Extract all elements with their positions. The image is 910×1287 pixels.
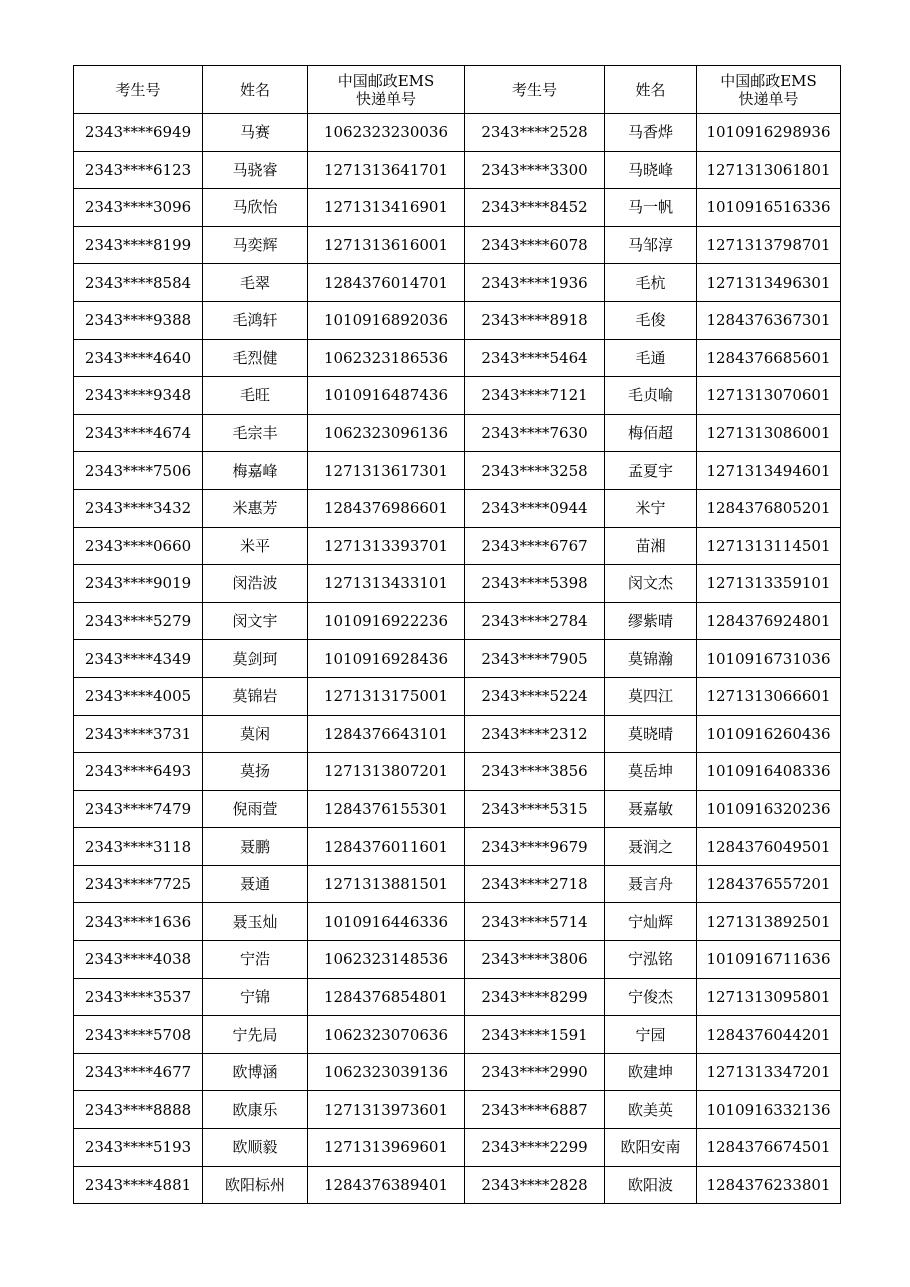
header-text-line: 考生号	[115, 80, 161, 99]
exam-id-cell: 2343****5279	[74, 602, 203, 640]
exam-id-cell: 2343****2990	[465, 1053, 605, 1091]
exam-id-cell: 2343****4005	[74, 677, 203, 715]
header-text-line: 快递单号	[355, 89, 416, 108]
student-name-cell: 宁泓铭	[605, 941, 697, 979]
exam-id-cell: 2343****0944	[465, 489, 605, 527]
ems-number-cell: 1010916928436	[308, 640, 465, 678]
exam-id-cell: 2343****5398	[465, 565, 605, 603]
header-text-line: 姓名	[635, 80, 666, 99]
table-row	[74, 489, 841, 527]
table-row	[74, 941, 841, 979]
exam-id-cell: 2343****0660	[74, 527, 203, 565]
student-name-cell: 马邹淳	[605, 226, 697, 264]
table-row	[74, 414, 841, 452]
exam-id-cell: 2343****4349	[74, 640, 203, 678]
table-row	[74, 226, 841, 264]
student-name-cell: 欧阳波	[605, 1166, 697, 1204]
student-name-cell: 欧顺毅	[203, 1129, 308, 1167]
ems-number-cell: 1062323230036	[308, 114, 465, 152]
exam-id-cell: 2343****7630	[465, 414, 605, 452]
ems-number-cell: 1284376044201	[697, 1016, 841, 1054]
student-name-cell: 宁浩	[203, 941, 308, 979]
student-name-cell: 莫四江	[605, 677, 697, 715]
exam-id-cell: 2343****7121	[465, 377, 605, 415]
ems-number-cell: 1271313347201	[697, 1053, 841, 1091]
student-name-cell: 马奕辉	[203, 226, 308, 264]
ems-number-cell: 1284376389401	[308, 1166, 465, 1204]
exam-id-cell: 2343****1591	[465, 1016, 605, 1054]
table-row	[74, 114, 841, 152]
ems-number-cell: 1010916516336	[697, 189, 841, 227]
header-name	[203, 66, 308, 114]
student-name-cell: 聂玉灿	[203, 903, 308, 941]
exam-id-cell: 2343****8584	[74, 264, 203, 302]
student-name-cell: 马欣怡	[203, 189, 308, 227]
student-name-cell: 马赛	[203, 114, 308, 152]
student-name-cell: 莫岳坤	[605, 753, 697, 791]
header-exam-id-2	[465, 66, 605, 114]
ems-number-cell: 1271313416901	[308, 189, 465, 227]
student-name-cell: 闵文杰	[605, 565, 697, 603]
exam-id-cell: 2343****4038	[74, 941, 203, 979]
student-name-cell: 缪紫晴	[605, 602, 697, 640]
table-row	[74, 753, 841, 791]
student-name-cell: 聂鹏	[203, 828, 308, 866]
exam-id-cell: 2343****9019	[74, 565, 203, 603]
exam-id-cell: 2343****3731	[74, 715, 203, 753]
ems-number-cell: 1284376674501	[697, 1129, 841, 1167]
table-row	[74, 377, 841, 415]
exam-id-cell: 2343****8888	[74, 1091, 203, 1129]
student-name-cell: 毛贞喻	[605, 377, 697, 415]
exam-id-cell: 2343****4881	[74, 1166, 203, 1204]
exam-id-cell: 2343****1636	[74, 903, 203, 941]
table-row	[74, 527, 841, 565]
header-text-line: 中国邮政EMS	[337, 71, 435, 90]
ems-number-cell: 1284376557201	[697, 865, 841, 903]
ems-number-cell: 1271313114501	[697, 527, 841, 565]
header-ems-number-2	[697, 66, 841, 114]
table-row	[74, 301, 841, 339]
student-name-cell: 马骁睿	[203, 151, 308, 189]
exam-id-cell: 2343****5315	[465, 790, 605, 828]
student-name-cell: 毛俊	[605, 301, 697, 339]
student-name-cell: 莫剑珂	[203, 640, 308, 678]
ems-number-cell: 1062323096136	[308, 414, 465, 452]
exam-id-cell: 2343****3096	[74, 189, 203, 227]
table-row	[74, 978, 841, 1016]
student-name-cell: 聂润之	[605, 828, 697, 866]
exam-id-cell: 2343****5193	[74, 1129, 203, 1167]
ems-number-cell: 1271313433101	[308, 565, 465, 603]
exam-id-cell: 2343****7725	[74, 865, 203, 903]
exam-id-cell: 2343****2299	[465, 1129, 605, 1167]
student-name-cell: 毛杭	[605, 264, 697, 302]
ems-number-cell: 1271313496301	[697, 264, 841, 302]
table-row	[74, 828, 841, 866]
header-text-line: 中国邮政EMS	[720, 71, 817, 90]
ems-number-cell: 1271313617301	[308, 452, 465, 490]
table-row	[74, 565, 841, 603]
header-text-line: 快递单号	[738, 89, 799, 108]
table-row	[74, 189, 841, 227]
table-row	[74, 865, 841, 903]
exam-id-cell: 2343****6493	[74, 753, 203, 791]
header-text-line: 考生号	[511, 80, 557, 99]
student-name-cell: 梅佰超	[605, 414, 697, 452]
table-row	[74, 339, 841, 377]
ems-number-cell: 1271313969601	[308, 1129, 465, 1167]
student-name-cell: 倪雨萱	[203, 790, 308, 828]
ems-number-cell: 1010916892036	[308, 301, 465, 339]
table-row	[74, 1129, 841, 1167]
table-row	[74, 903, 841, 941]
ems-number-cell: 1271313393701	[308, 527, 465, 565]
student-name-cell: 欧阳安南	[605, 1129, 697, 1167]
exam-id-cell: 2343****6078	[465, 226, 605, 264]
table-row	[74, 602, 841, 640]
ems-number-cell: 1271313798701	[697, 226, 841, 264]
ems-number-cell: 1284376924801	[697, 602, 841, 640]
exam-id-cell: 2343****5464	[465, 339, 605, 377]
header-name-2	[605, 66, 697, 114]
ems-number-cell: 1284376685601	[697, 339, 841, 377]
ems-number-cell: 1010916446336	[308, 903, 465, 941]
exam-id-cell: 2343****8452	[465, 189, 605, 227]
ems-number-cell: 1271313070601	[697, 377, 841, 415]
table-row	[74, 790, 841, 828]
ems-number-cell: 1010916332136	[697, 1091, 841, 1129]
ems-number-cell: 1062323039136	[308, 1053, 465, 1091]
ems-number-cell: 1010916922236	[308, 602, 465, 640]
student-name-cell: 毛旺	[203, 377, 308, 415]
exam-id-cell: 2343****8299	[465, 978, 605, 1016]
exam-id-cell: 2343****3537	[74, 978, 203, 1016]
exam-id-cell: 2343****6949	[74, 114, 203, 152]
ems-number-cell: 1062323148536	[308, 941, 465, 979]
exam-id-cell: 2343****6887	[465, 1091, 605, 1129]
student-name-cell: 欧美英	[605, 1091, 697, 1129]
exam-id-cell: 2343****9388	[74, 301, 203, 339]
student-name-cell: 马晓峰	[605, 151, 697, 189]
ems-number-cell: 1010916711636	[697, 941, 841, 979]
student-name-cell: 米宁	[605, 489, 697, 527]
ems-number-cell: 1284376805201	[697, 489, 841, 527]
ems-number-cell: 1284376233801	[697, 1166, 841, 1204]
ems-number-cell: 1284376049501	[697, 828, 841, 866]
table-row	[74, 1053, 841, 1091]
table-row	[74, 715, 841, 753]
student-name-cell: 欧康乐	[203, 1091, 308, 1129]
ems-number-cell: 1284376854801	[308, 978, 465, 1016]
table-header	[74, 66, 841, 114]
exam-id-cell: 2343****2528	[465, 114, 605, 152]
student-name-cell: 毛翠	[203, 264, 308, 302]
exam-id-cell: 2343****6767	[465, 527, 605, 565]
exam-id-cell: 2343****5224	[465, 677, 605, 715]
ems-number-cell: 1271313095801	[697, 978, 841, 1016]
ems-number-cell: 1271313973601	[308, 1091, 465, 1129]
ems-number-cell: 1271313616001	[308, 226, 465, 264]
ems-number-cell: 1010916731036	[697, 640, 841, 678]
student-name-cell: 毛鸿轩	[203, 301, 308, 339]
student-name-cell: 马香烨	[605, 114, 697, 152]
ems-number-cell: 1284376367301	[697, 301, 841, 339]
ems-number-cell: 1284376643101	[308, 715, 465, 753]
student-name-cell: 宁俊杰	[605, 978, 697, 1016]
student-name-cell: 欧博涵	[203, 1053, 308, 1091]
student-name-cell: 宁园	[605, 1016, 697, 1054]
student-name-cell: 莫锦瀚	[605, 640, 697, 678]
exam-id-cell: 2343****3258	[465, 452, 605, 490]
exam-id-cell: 2343****7479	[74, 790, 203, 828]
exam-id-cell: 2343****7905	[465, 640, 605, 678]
exam-id-cell: 2343****2828	[465, 1166, 605, 1204]
exam-id-cell: 2343****4674	[74, 414, 203, 452]
student-name-cell: 孟夏宇	[605, 452, 697, 490]
exam-id-cell: 2343****3806	[465, 941, 605, 979]
table-row	[74, 1166, 841, 1204]
ems-number-cell: 1271313881501	[308, 865, 465, 903]
exam-id-cell: 2343****9348	[74, 377, 203, 415]
student-name-cell: 欧阳标州	[203, 1166, 308, 1204]
student-name-cell: 闵浩波	[203, 565, 308, 603]
ems-number-cell: 1271313066601	[697, 677, 841, 715]
ems-number-cell: 1010916320236	[697, 790, 841, 828]
ems-roster-table	[73, 65, 841, 1204]
student-name-cell: 莫晓晴	[605, 715, 697, 753]
ems-number-cell: 1010916298936	[697, 114, 841, 152]
student-name-cell: 宁锦	[203, 978, 308, 1016]
student-name-cell: 毛宗丰	[203, 414, 308, 452]
table-row	[74, 264, 841, 302]
ems-number-cell: 1271313061801	[697, 151, 841, 189]
exam-id-cell: 2343****7506	[74, 452, 203, 490]
exam-id-cell: 2343****5708	[74, 1016, 203, 1054]
student-name-cell: 毛烈健	[203, 339, 308, 377]
student-name-cell: 莫扬	[203, 753, 308, 791]
table-row	[74, 151, 841, 189]
header-row	[74, 66, 841, 114]
student-name-cell: 莫锦岩	[203, 677, 308, 715]
exam-id-cell: 2343****3856	[465, 753, 605, 791]
student-name-cell: 苗湘	[605, 527, 697, 565]
exam-id-cell: 2343****2784	[465, 602, 605, 640]
student-name-cell: 米平	[203, 527, 308, 565]
exam-id-cell: 2343****3432	[74, 489, 203, 527]
ems-number-cell: 1010916408336	[697, 753, 841, 791]
student-name-cell: 欧建坤	[605, 1053, 697, 1091]
exam-id-cell: 2343****1936	[465, 264, 605, 302]
ems-number-cell: 1010916487436	[308, 377, 465, 415]
exam-id-cell: 2343****8199	[74, 226, 203, 264]
ems-number-cell: 1271313359101	[697, 565, 841, 603]
student-name-cell: 宁灿辉	[605, 903, 697, 941]
ems-number-cell: 1271313641701	[308, 151, 465, 189]
student-name-cell: 聂嘉敏	[605, 790, 697, 828]
student-name-cell: 聂通	[203, 865, 308, 903]
ems-number-cell: 1284376014701	[308, 264, 465, 302]
exam-id-cell: 2343****8918	[465, 301, 605, 339]
table-row	[74, 452, 841, 490]
exam-id-cell: 2343****3118	[74, 828, 203, 866]
student-name-cell: 梅嘉峰	[203, 452, 308, 490]
ems-number-cell: 1062323186536	[308, 339, 465, 377]
ems-number-cell: 1062323070636	[308, 1016, 465, 1054]
table-row	[74, 677, 841, 715]
ems-number-cell: 1271313086001	[697, 414, 841, 452]
exam-id-cell: 2343****3300	[465, 151, 605, 189]
ems-number-cell: 1284376011601	[308, 828, 465, 866]
table-body	[74, 114, 841, 1204]
header-exam-id	[74, 66, 203, 114]
exam-id-cell: 2343****6123	[74, 151, 203, 189]
exam-id-cell: 2343****9679	[465, 828, 605, 866]
student-name-cell: 毛通	[605, 339, 697, 377]
student-name-cell: 米惠芳	[203, 489, 308, 527]
header-ems-number	[308, 66, 465, 114]
student-name-cell: 宁先局	[203, 1016, 308, 1054]
table-row	[74, 640, 841, 678]
student-name-cell: 闵文宇	[203, 602, 308, 640]
ems-number-cell: 1271313494601	[697, 452, 841, 490]
exam-id-cell: 2343****5714	[465, 903, 605, 941]
exam-id-cell: 2343****4677	[74, 1053, 203, 1091]
student-name-cell: 马一帆	[605, 189, 697, 227]
exam-id-cell: 2343****2312	[465, 715, 605, 753]
exam-id-cell: 2343****2718	[465, 865, 605, 903]
student-name-cell: 聂言舟	[605, 865, 697, 903]
header-text-line: 姓名	[239, 80, 270, 99]
ems-number-cell: 1271313807201	[308, 753, 465, 791]
exam-id-cell: 2343****4640	[74, 339, 203, 377]
table-row	[74, 1016, 841, 1054]
ems-number-cell: 1284376986601	[308, 489, 465, 527]
ems-number-cell: 1271313892501	[697, 903, 841, 941]
student-name-cell: 莫闲	[203, 715, 308, 753]
table-row	[74, 1091, 841, 1129]
ems-number-cell: 1284376155301	[308, 790, 465, 828]
ems-number-cell: 1010916260436	[697, 715, 841, 753]
ems-number-cell: 1271313175001	[308, 677, 465, 715]
